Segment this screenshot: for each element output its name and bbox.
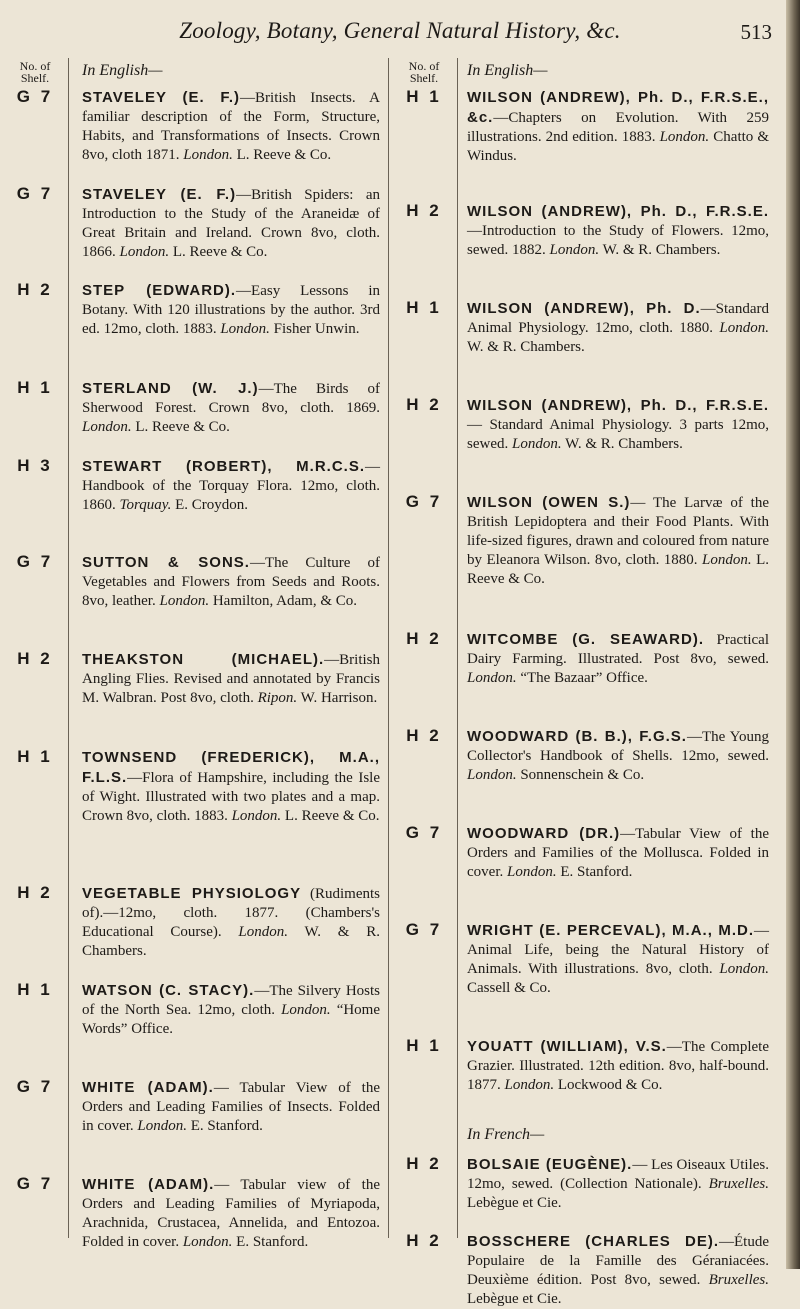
catalogue-entry	[82, 981, 380, 1039]
catalogue-entry	[82, 1078, 380, 1136]
entry-author: WOODWARD (DR.)	[467, 825, 621, 842]
shelf-code: H 2	[17, 280, 53, 299]
entry-publisher: “The Bazaar” Office.	[520, 670, 648, 686]
entry-description: —Tabular View of the Orders and Families of the Mollusca. Folded in cover.	[467, 826, 769, 880]
entry-publisher: L. Reeve & Co.	[467, 552, 770, 587]
entry-place: London.	[504, 1077, 555, 1093]
entry-publisher: Lebègue et Cie.	[467, 1291, 562, 1307]
entry-place: London.	[702, 552, 752, 568]
shelf-header-line-1: No. of	[19, 59, 51, 73]
catalogue-entry	[467, 493, 769, 589]
entry-description: — Tabular view of the Orders and Leading Families of Myriapoda, Arachnida, Crustacea, Annelida, and Entozoa. Folded in cover.	[82, 1177, 380, 1250]
entry-author: SUTTON & SONS.	[82, 554, 250, 571]
entry-description: — The Larvæ of the British Lepidoptera and their Food Plants. With life-sized figures, drawn and coloured from nature by Eleanora Wilson. 8vo, cloth. 1880.	[467, 495, 769, 568]
entry-description: —The Culture of Vegetables and Flowers from Seeds and Roots. 8vo, leather.	[82, 555, 380, 609]
entry-place: London.	[183, 147, 233, 163]
catalogue-entry	[467, 1155, 769, 1213]
entry-author: STEP (EDWARD).	[82, 282, 237, 299]
shelf-code: H 1	[406, 298, 442, 317]
entry-author: WRIGHT (E. PERCEVAL), M.A., M.D.	[467, 922, 754, 939]
entry-publisher: L. Reeve & Co.	[172, 244, 268, 260]
entry-place: London.	[159, 593, 210, 609]
entry-place: London.	[719, 961, 769, 977]
entry-description: —Introduction to the Study of Flowers. 12mo, sewed. 1882.	[467, 223, 769, 258]
shelf-code: H 1	[17, 747, 53, 766]
entry-publisher: Hamilton, Adam, & Co.	[212, 593, 357, 609]
entry-description: —Étude Populaire de la Famille des Géraniacées. Deuxième édition. Post 8vo, sewed.	[467, 1234, 769, 1288]
center-column-rule	[388, 58, 389, 1238]
entry-author: WOODWARD (B. B.), F.G.S.	[467, 728, 687, 745]
entry-place: Bruxelles.	[708, 1176, 769, 1192]
entry-author: VEGETABLE PHYSIOLOGY	[82, 885, 302, 902]
catalogue-entry	[467, 88, 769, 166]
shelf-header-line-2: Shelf.	[20, 71, 50, 85]
entry-description: —Easy Lessons in Botany. With 120 illustrations by the author. 3rd ed. 12mo, cloth. 1883.	[82, 283, 380, 337]
entry-place: Torquay.	[119, 497, 172, 513]
shelf-code: G 7	[16, 1174, 54, 1193]
shelf-code: G 7	[405, 492, 443, 511]
catalogue-entry	[467, 1037, 769, 1095]
page-edge-shadow	[786, 0, 800, 1269]
shelf-code: H 2	[406, 726, 442, 745]
entry-place: London.	[119, 244, 170, 260]
entry-place: London.	[238, 924, 289, 940]
entry-description: —Handbook of the Torquay Flora. 12mo, cloth. 1860.	[82, 459, 380, 513]
entry-description: Practical Dairy Farming. Illustrated. Post 8vo, sewed.	[467, 632, 770, 667]
entry-publisher: W. & R. Chambers.	[467, 339, 585, 355]
entry-publisher: L. Reeve & Co.	[284, 808, 380, 824]
entry-description: —Flora of Hampshire, including the Isle of Wight. Illustrated with two plates and a map. Crown 8vo, cloth. 1883.	[82, 770, 380, 824]
entry-place: London.	[137, 1118, 187, 1134]
entry-description: —British Insects. A familiar description of the Form, Structure, Habits, and Transformations of Insects. Crown 8vo, cloth 1871.	[82, 90, 380, 163]
entry-place: London.	[719, 320, 769, 336]
entry-publisher: Cassell & Co.	[467, 980, 551, 996]
entry-description: —Standard Animal Physiology. 12mo, cloth. 1880.	[467, 301, 769, 336]
entry-publisher: W. & R. Chambers.	[565, 436, 683, 452]
entry-publisher: E. Stanford.	[560, 864, 633, 880]
shelf-code: H 2	[17, 883, 53, 902]
entry-place: London.	[549, 242, 600, 258]
entry-author: WHITE (ADAM).	[82, 1176, 215, 1193]
entry-author: WHITE (ADAM).	[82, 1079, 214, 1096]
section-label-french: In French—	[467, 1126, 545, 1143]
entry-place: Ripon.	[257, 690, 298, 706]
catalogue-entry	[467, 630, 769, 688]
entry-place: London.	[659, 129, 710, 145]
catalogue-entry	[467, 824, 769, 882]
entry-author: THEAKSTON (MICHAEL).	[82, 651, 325, 668]
catalogue-entry	[82, 281, 380, 339]
catalogue-entry	[467, 921, 769, 998]
catalogue-entry	[467, 1232, 769, 1309]
entry-publisher: Fisher Unwin.	[273, 321, 360, 337]
entry-author: WITCOMBE (G. SEAWARD).	[467, 631, 705, 648]
entry-description: —The Complete Grazier. Illustrated. 12th edition. 8vo, half-bound. 1877.	[467, 1039, 769, 1093]
entry-author: WATSON (C. STACY).	[82, 982, 255, 999]
entry-publisher: Lockwood & Co.	[557, 1077, 663, 1093]
entry-author: BOLSAIE (EUGÈNE).	[467, 1156, 633, 1173]
shelf-code: H 2	[406, 395, 442, 414]
catalogue-entry	[467, 396, 769, 454]
entry-publisher: E. Stanford.	[236, 1234, 309, 1250]
catalogue-entry	[82, 650, 380, 708]
entry-author: YOUATT (WILLIAM), V.S.	[467, 1038, 667, 1055]
entry-author: WILSON (ANDREW), Ph. D.	[467, 300, 701, 317]
entry-place: London.	[220, 321, 270, 337]
entry-description: —Chapters on Evolution. With 259 illustrations. 2nd edition. 1883.	[467, 110, 769, 145]
shelf-code: H 2	[406, 201, 442, 220]
entry-description: —British Angling Flies. Revised and annotated by Francis M. Walbran. Post 8vo, cloth.	[82, 652, 380, 706]
entry-publisher: W. & R. Chambers.	[82, 924, 380, 959]
entry-description: —The Birds of Sherwood Forest. Crown 8vo, cloth. 1869.	[82, 381, 380, 416]
catalogue-entry	[82, 457, 380, 515]
entry-author: WILSON (ANDREW), Ph. D., F.R.S.E., &c.	[467, 89, 769, 126]
entry-publisher: W. & R. Chambers.	[602, 242, 721, 258]
shelf-code: H 2	[17, 649, 53, 668]
page-header	[0, 18, 800, 48]
entry-description: — Standard Animal Physiology. 3 parts 12mo, sewed.	[467, 417, 769, 452]
right-column-rule	[457, 58, 458, 1238]
entry-place: London.	[82, 419, 132, 435]
catalogue-entry	[467, 202, 769, 260]
entry-author: STEWART (ROBERT), M.R.C.S.	[82, 458, 365, 475]
entry-publisher: E. Croydon.	[175, 497, 248, 513]
entry-place: London.	[467, 767, 517, 783]
entry-author: WILSON (OWEN S.)	[467, 494, 631, 511]
shelf-code: G 7	[16, 1077, 54, 1096]
shelf-code: G 7	[16, 184, 54, 203]
catalogue-entry	[467, 299, 769, 357]
entry-description: — Tabular View of the Orders and Leading Families of Insects. Folded in cover.	[82, 1080, 380, 1134]
entry-place: London.	[182, 1234, 233, 1250]
entry-place: Bruxelles.	[708, 1272, 770, 1288]
left-column-rule	[68, 58, 69, 1238]
entry-publisher: W. Harrison.	[300, 690, 378, 706]
section-label-english: In English—	[467, 62, 548, 79]
entry-author: STAVELEY (E. F.)	[82, 186, 237, 203]
entry-publisher: “Home Words” Office.	[82, 1002, 381, 1037]
page-number: 513	[740, 20, 772, 44]
catalogue-entry	[82, 88, 380, 165]
shelf-code: G 7	[16, 87, 54, 106]
entry-publisher: Chatto & Windus.	[467, 129, 770, 164]
section-label-english: In English—	[82, 62, 163, 79]
entry-author: STERLAND (W. J.)	[82, 380, 259, 397]
entry-publisher: L. Reeve & Co.	[236, 147, 332, 163]
shelf-header-line-2: Shelf.	[409, 71, 439, 85]
catalogue-entry	[82, 379, 380, 437]
catalogue-entry	[82, 1175, 380, 1252]
entry-place: London.	[281, 1002, 331, 1018]
entry-publisher: Sonnenschein & Co.	[520, 767, 645, 783]
shelf-code: G 7	[405, 920, 443, 939]
entry-author: STAVELEY (E. F.)	[82, 89, 241, 106]
shelf-code: H 1	[406, 87, 442, 106]
entry-description: —Animal Life, being the Natural History of Animals. With illustrations. 8vo, cloth.	[467, 923, 769, 977]
shelf-code: H 2	[406, 1231, 442, 1250]
entry-place: London.	[467, 670, 517, 686]
entry-author: WILSON (ANDREW), Ph. D., F.R.S.E.	[467, 397, 769, 414]
shelf-code: H 1	[406, 1036, 442, 1055]
catalogue-entry	[82, 884, 380, 961]
shelf-code: H 1	[17, 980, 53, 999]
entry-publisher: Lebègue et Cie.	[467, 1195, 562, 1211]
entry-description: — Les Oiseaux Utiles. 12mo, sewed. (Collection Nationale).	[467, 1157, 769, 1192]
catalogue-entry	[82, 553, 380, 611]
entry-description: —The Silvery Hosts of the North Sea. 12mo, cloth.	[82, 983, 381, 1018]
shelf-header-line-1: No. of	[408, 59, 440, 73]
catalogue-entry	[82, 185, 380, 262]
entry-place: London.	[231, 808, 282, 824]
entry-author: WILSON (ANDREW), Ph. D., F.R.S.E.	[467, 203, 769, 220]
running-title: Zoology, Botany, General Natural History, &c.	[179, 18, 621, 43]
shelf-code: H 3	[17, 456, 53, 475]
catalogue-entry	[467, 727, 769, 785]
entry-place: London.	[506, 864, 557, 880]
entry-publisher: E. Stanford.	[190, 1118, 263, 1134]
shelf-code: G 7	[16, 552, 54, 571]
shelf-code: G 7	[405, 823, 443, 842]
entry-description: (Rudiments of).—12mo, cloth. 1877. (Chambers's Educational Course).	[82, 886, 381, 940]
shelf-code: H 2	[406, 629, 442, 648]
entry-description: —British Spiders: an Introduction to the Study of the Araneidæ of Great Britain and Ireland. Crown 8vo, cloth. 1866.	[82, 187, 380, 260]
catalogue-entry	[82, 748, 380, 826]
shelf-code: H 2	[406, 1154, 442, 1173]
entry-author: TOWNSEND (FREDERICK), M.A., F.L.S.	[82, 749, 380, 786]
entry-publisher: L. Reeve & Co.	[135, 419, 230, 435]
entry-place: London.	[512, 436, 562, 452]
entry-author: BOSSCHERE (CHARLES DE).	[467, 1233, 719, 1250]
entry-description: —The Young Collector's Handbook of Shells. 12mo, sewed.	[467, 729, 769, 764]
shelf-code: H 1	[17, 378, 53, 397]
